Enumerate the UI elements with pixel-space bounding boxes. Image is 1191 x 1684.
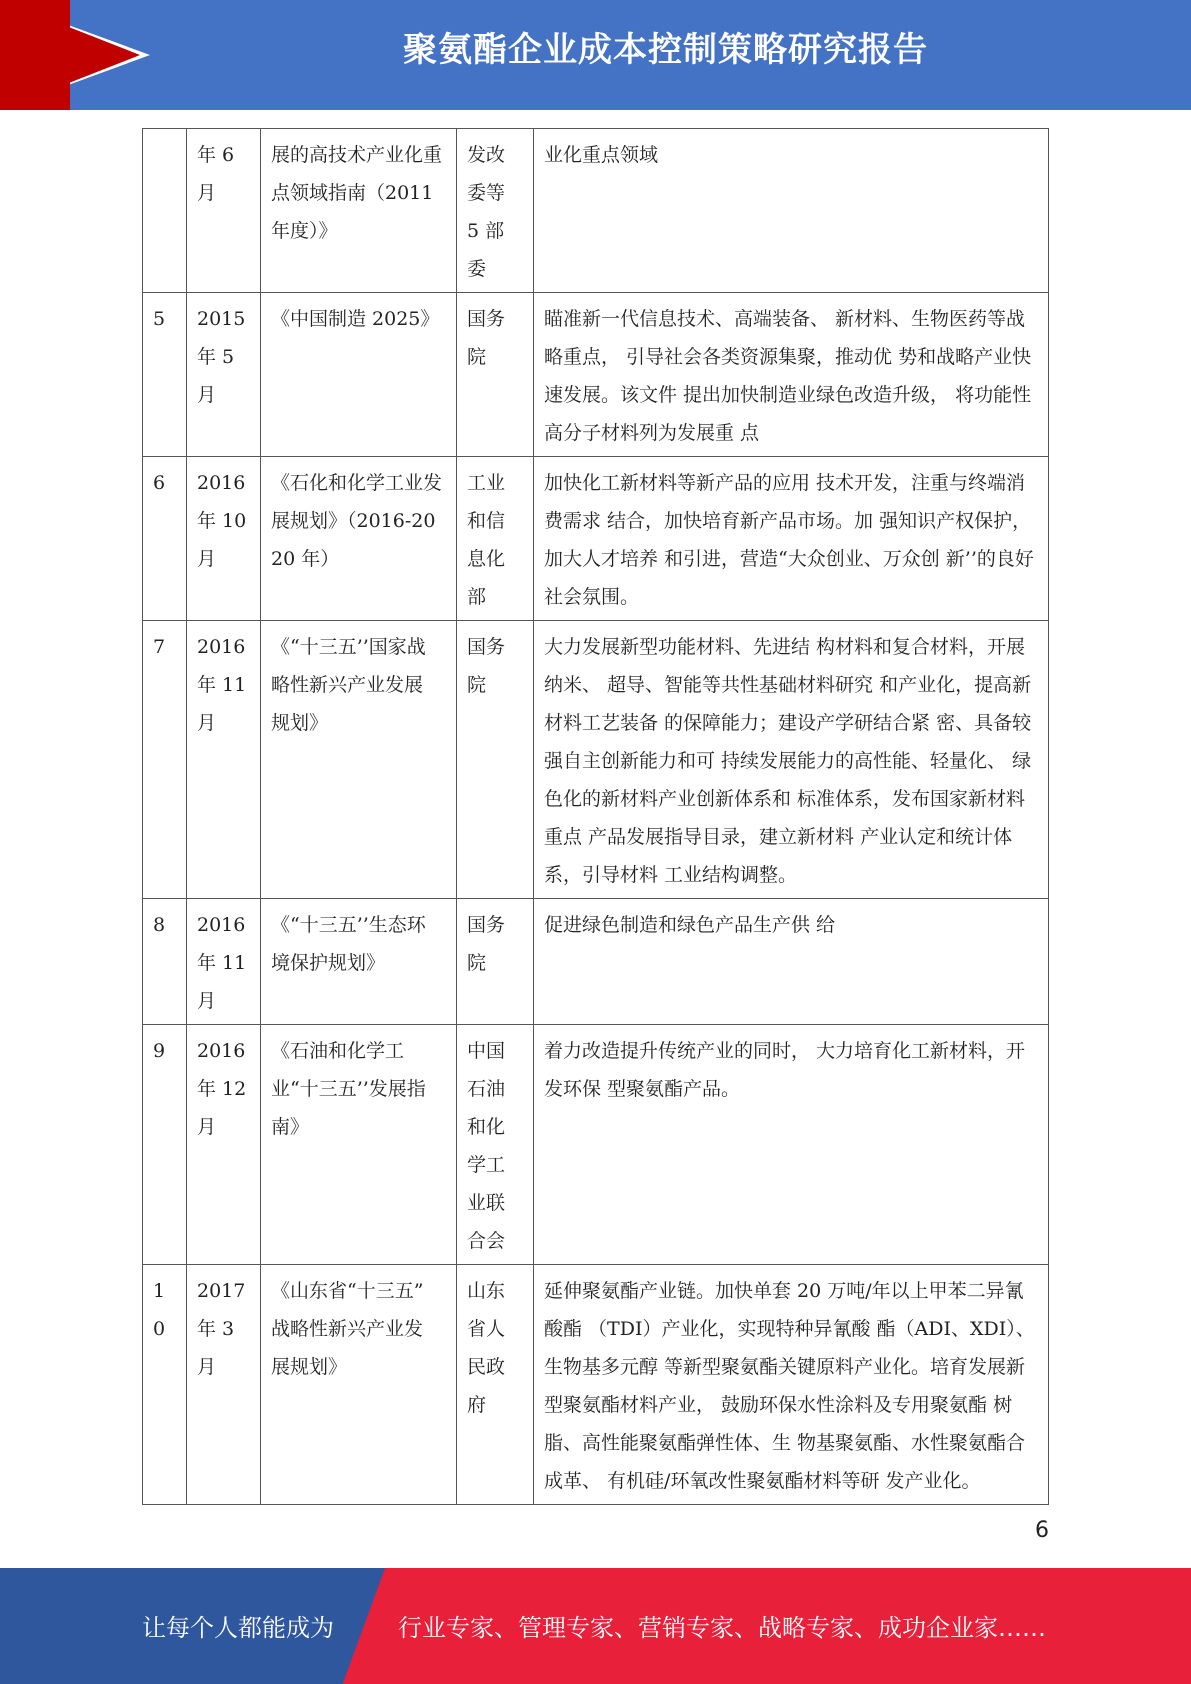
content-cell: 延伸聚氨酯产业链。加快单套 20 万吨/年以上甲苯二异氰酸酯 （TDI）产业化，实现特种异氰酸 酯（ADI、XDI）、生物基多元醇 等新型聚氨酯关键原料产业化。培育发展新型聚氨酯材料产业， 鼓励环保水性涂料及专用聚氨酯 树脂、高性能聚氨酯弹性体、生 物基聚氨酯、水性聚氨酯合成革、 有机硅/环氧改性聚氨酯材料等研 发产业化。 bbox=[534, 1265, 1049, 1505]
page-footer bbox=[0, 1568, 1191, 1684]
date-cell: 2015 年 5 月 bbox=[187, 293, 261, 457]
content-cell: 业化重点领域 bbox=[534, 129, 1049, 293]
row-number-cell: 9 bbox=[143, 1025, 187, 1265]
content-cell: 着力改造提升传统产业的同时， 大力培育化工新材料，开发环保 型聚氨酯产品。 bbox=[534, 1025, 1049, 1265]
table-row bbox=[143, 293, 1049, 457]
table-row bbox=[143, 621, 1049, 899]
content-cell: 促进绿色制造和绿色产品生产供 给 bbox=[534, 899, 1049, 1025]
row-number-cell: 5 bbox=[143, 293, 187, 457]
issuer-cell: 发改委等 5 部委 bbox=[457, 129, 534, 293]
content-cell: 大力发展新型功能材料、先进结 构材料和复合材料，开展纳米、 超导、智能等共性基础材料研究 和产业化，提高新材料工艺装备 的保障能力；建设产学研结合紧 密、具备较强自主创新能力和可 持续发展能力的高性能、轻量化、 绿色化的新材料产业创新体系和 标准体系，发布国家新材料重点 产品发展指导目录，建立新材料 产业认定和统计体系，引导材料 工业结构调整。 bbox=[534, 621, 1049, 899]
issuer-cell: 国务院 bbox=[457, 621, 534, 899]
footer-slogan-left: 让每个人都能成为 bbox=[142, 1614, 334, 1642]
table-row bbox=[143, 899, 1049, 1025]
document-name-cell: 《“十三五’’生态环 境保护规划》 bbox=[261, 899, 457, 1025]
date-cell: 2017 年 3 月 bbox=[187, 1265, 261, 1505]
date-cell: 2016 年 11 月 bbox=[187, 621, 261, 899]
footer-slogan-right: 行业专家、管理专家、营销专家、战略专家、成功企业家…… bbox=[398, 1614, 1046, 1642]
table-row bbox=[143, 1025, 1049, 1265]
date-cell: 年 6 月 bbox=[187, 129, 261, 293]
document-name-cell: 《中国制造 2025》 bbox=[261, 293, 457, 457]
table-row bbox=[143, 129, 1049, 293]
page-header bbox=[0, 0, 1191, 110]
row-number-cell: 7 bbox=[143, 621, 187, 899]
document-name-cell: 《石化和化学工业发展规划》（2016-2020 年） bbox=[261, 457, 457, 621]
page-number: 6 bbox=[1035, 1518, 1049, 1543]
document-name-cell: 《石油和化学工业“十三五’’发展指南》 bbox=[261, 1025, 457, 1265]
row-number-cell: 10 bbox=[143, 1265, 187, 1505]
table-row bbox=[143, 457, 1049, 621]
issuer-cell: 山东省人民政府 bbox=[457, 1265, 534, 1505]
table-row bbox=[143, 1265, 1049, 1505]
issuer-cell: 中国石油和化学工业联合会 bbox=[457, 1025, 534, 1265]
row-number-cell: 8 bbox=[143, 899, 187, 1025]
date-cell: 2016 年 11 月 bbox=[187, 899, 261, 1025]
issuer-cell: 国务院 bbox=[457, 899, 534, 1025]
issuer-cell: 国务院 bbox=[457, 293, 534, 457]
content-cell: 加快化工新材料等新产品的应用 技术开发，注重与终端消费需求 结合，加快培育新产品市场。加 强知识产权保护，加大人才培养 和引进，营造“大众创业、万众创 新’’的良好社会氛围。 bbox=[534, 457, 1049, 621]
document-title: 聚氨酯企业成本控制策略研究报告 bbox=[403, 30, 928, 70]
document-name-cell: 《“十三五’’国家战 略性新兴产业发展 规划》 bbox=[261, 621, 457, 899]
issuer-cell: 工业和信息化部 bbox=[457, 457, 534, 621]
row-number-cell bbox=[143, 129, 187, 293]
date-cell: 2016 年 10 月 bbox=[187, 457, 261, 621]
document-name-cell: 展的高技术产业化重点领域指南（2011 年度）》 bbox=[261, 129, 457, 293]
header-chevron bbox=[0, 0, 140, 110]
document-name-cell: 《山东省“十三五” 战略性新兴产业发 展规划》 bbox=[261, 1265, 457, 1505]
row-number-cell: 6 bbox=[143, 457, 187, 621]
date-cell: 2016 年 12 月 bbox=[187, 1025, 261, 1265]
content-cell: 瞄准新一代信息技术、高端装备、 新材料、生物医药等战略重点， 引导社会各类资源集聚，推动优 势和战略产业快速发展。该文件 提出加快制造业绿色改造升级， 将功能性高分子材料列为发展重 点 bbox=[534, 293, 1049, 457]
policy-table bbox=[142, 128, 1049, 1505]
